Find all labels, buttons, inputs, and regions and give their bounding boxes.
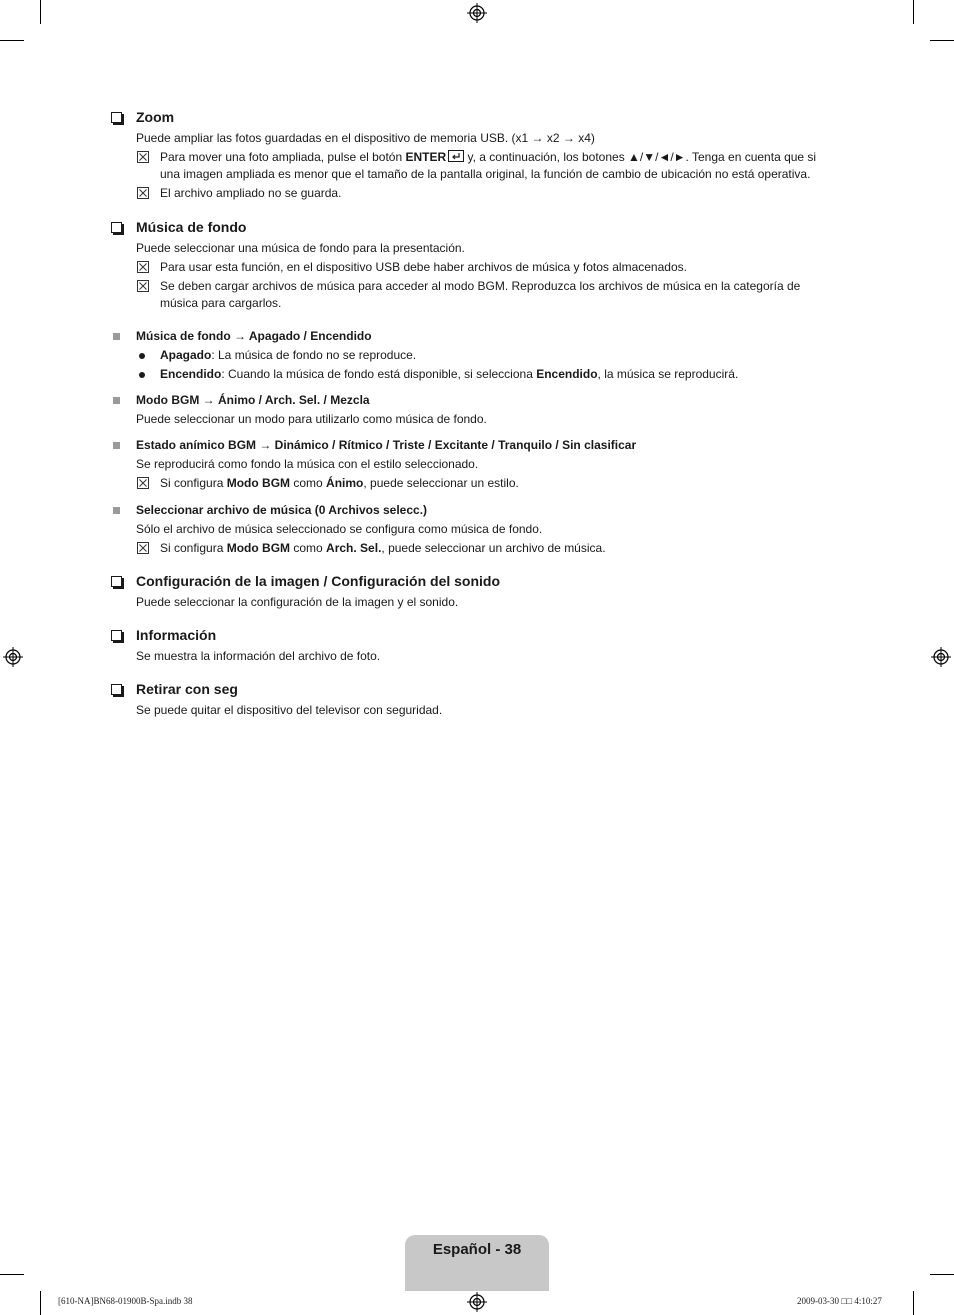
- section-description: Puede ampliar las fotos guardadas en el dispositivo de memoria USB. (x1 → x2 → x4): [136, 131, 595, 145]
- print-timestamp: 2009-03-30 □□ 4:10:27: [797, 1296, 882, 1306]
- section-configuracion: [111, 572, 833, 611]
- square-bullet-icon: [113, 397, 120, 404]
- registration-mark-icon: [3, 647, 23, 667]
- note: Para mover una foto ampliada, pulse el botón ENTER y, a continuación, los botones ▲/▼/◄/►. Tenga en cuenta que si una imagen ampliada es menor que el tamaño de la pantalla original, la función de cambio de ubicación no está operativa.: [111, 149, 833, 183]
- note: Para usar esta función, en el dispositivo USB debe haber archivos de música y fotos almacenados.: [111, 259, 833, 276]
- subsection-modo-bgm: [111, 392, 833, 428]
- print-file-info: [610-NA]BN68-01900B-Spa.indb 38: [58, 1296, 193, 1306]
- subsection-estado-animico: [111, 437, 833, 492]
- note-pencil-icon: [137, 187, 149, 199]
- subsection-title: Música de fondo → Apagado / Encendido: [111, 328, 833, 345]
- note: Si configura Modo BGM como Arch. Sel., puede seleccionar un archivo de música.: [111, 540, 833, 557]
- section-description: Se puede quitar el dispositivo del televisor con seguridad.: [136, 703, 443, 717]
- note-pencil-icon: [137, 477, 149, 489]
- section-title: Configuración de la imagen / Configuración del sonido: [111, 572, 833, 590]
- registration-mark-icon: [467, 3, 487, 23]
- registration-mark-icon: [467, 1292, 487, 1312]
- crop-mark: [40, 1291, 41, 1315]
- crop-mark: [913, 1291, 914, 1315]
- square-bullet-icon: [113, 507, 120, 514]
- bullet-dot-icon: [139, 372, 145, 378]
- square-bullet-icon: [113, 442, 120, 449]
- subsection-apagado-encendido: [111, 328, 833, 383]
- note: Se deben cargar archivos de música para acceder al modo BGM. Reproduzca los archivos de música en la categoría de música para cargarlos.: [111, 278, 833, 312]
- note-pencil-icon: [137, 542, 149, 554]
- section-description: Se muestra la información del archivo de foto.: [136, 649, 381, 663]
- checkbox-bullet-icon: [111, 576, 122, 587]
- note-pencil-icon: [137, 151, 149, 163]
- section-musica-de-fondo: [111, 218, 833, 312]
- enter-key-icon: [448, 150, 464, 162]
- subsection-description: Se reproducirá como fondo la música con el estilo seleccionado.: [136, 457, 479, 471]
- section-zoom: [111, 108, 833, 202]
- list-item: Apagado: La música de fondo no se reproduce.: [111, 347, 833, 364]
- page-number: Español - 38: [432, 1241, 522, 1258]
- section-title: Música de fondo: [111, 218, 833, 236]
- note: Si configura Modo BGM como Ánimo, puede seleccionar un estilo.: [111, 475, 833, 492]
- section-retirar-con-seg: [111, 680, 833, 719]
- note-pencil-icon: [137, 261, 149, 273]
- section-title: Información: [111, 626, 833, 644]
- subsection-title: Modo BGM → Ánimo / Arch. Sel. / Mezcla: [111, 392, 833, 409]
- crop-mark: [0, 40, 24, 41]
- checkbox-bullet-icon: [111, 112, 122, 123]
- crop-mark: [930, 1274, 954, 1275]
- page-content: [111, 108, 833, 719]
- registration-mark-icon: [931, 647, 951, 667]
- square-bullet-icon: [113, 333, 120, 340]
- subsection-description: Sólo el archivo de música seleccionado se configura como música de fondo.: [136, 522, 543, 536]
- subsection-title: Seleccionar archivo de música (0 Archivos selecc.): [111, 502, 833, 519]
- bullet-dot-icon: [139, 353, 145, 359]
- checkbox-bullet-icon: [111, 684, 122, 695]
- section-informacion: [111, 626, 833, 665]
- subsection-seleccionar-archivo: [111, 502, 833, 557]
- list-item: Encendido: Cuando la música de fondo está disponible, si selecciona Encendido, la música se reproducirá.: [111, 366, 833, 383]
- section-description: Puede seleccionar la configuración de la imagen y el sonido.: [136, 595, 459, 609]
- enter-key-label: ENTER: [405, 150, 447, 164]
- crop-mark: [0, 1274, 24, 1275]
- checkbox-bullet-icon: [111, 630, 122, 641]
- crop-mark: [40, 0, 41, 24]
- subsection-title: Estado anímico BGM → Dinámico / Rítmico / Triste / Excitante / Tranquilo / Sin clasificar: [111, 437, 833, 454]
- crop-mark: [913, 0, 914, 24]
- note-pencil-icon: [137, 280, 149, 292]
- checkbox-bullet-icon: [111, 222, 122, 233]
- section-title: Retirar con seg: [111, 680, 833, 698]
- subsection-description: Puede seleccionar un modo para utilizarlo como música de fondo.: [136, 412, 487, 426]
- note: El archivo ampliado no se guarda.: [111, 185, 833, 202]
- crop-mark: [930, 40, 954, 41]
- section-title: Zoom: [111, 108, 833, 126]
- section-description: Puede seleccionar una música de fondo para la presentación.: [136, 241, 465, 255]
